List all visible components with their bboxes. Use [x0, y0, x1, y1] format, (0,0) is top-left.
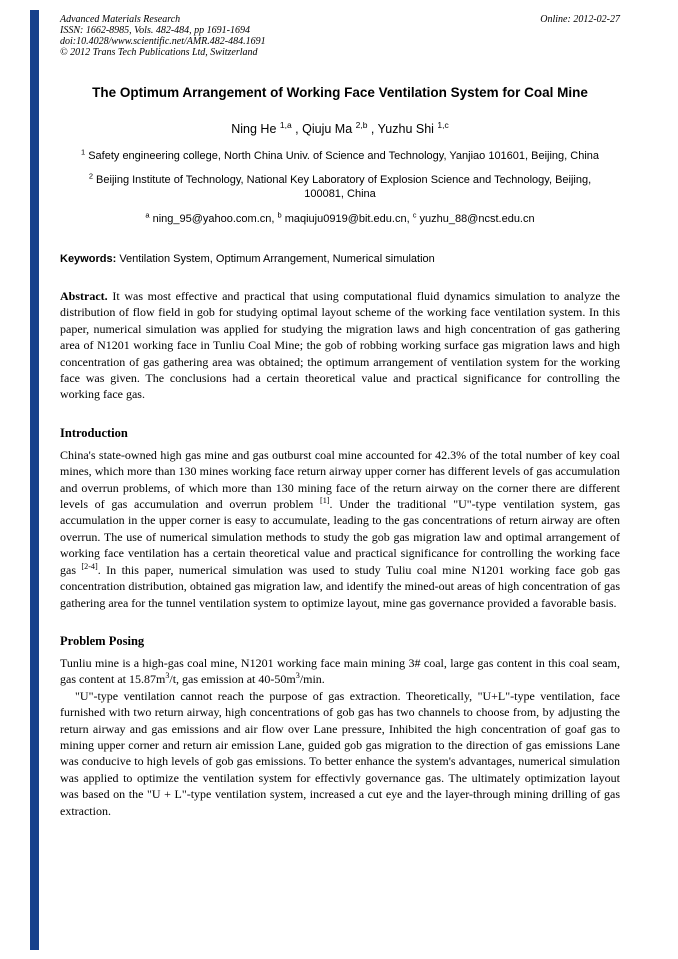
journal-name: Advanced Materials Research: [60, 14, 181, 25]
doi-line: doi:10.4028/www.scientific.net/AMR.482-484.1691: [60, 36, 266, 47]
section-heading-introduction: Introduction: [60, 425, 128, 440]
abstract-text: It was most effective and practical that using computational fluid dynamics simulation to analyze the distribution of flow field in gob for studying optimal layout scheme of the working face ventilation system. In this paper, numerical simulation was applied for studying the migration laws and high concentration of gas gathering area of N1201 working face in Tunliu Coal Mine; the gob of robbing working surface gas migration laws and high concentration of gas gathering area was obtained; the optimum arrangement of ventilation system for the working face was given. The conclusions had a certain theoretical value and practical significance for controlling the working face gas.: [60, 289, 620, 402]
journal-header: [60, 14, 620, 58]
problem-paragraph-2: "U"-type ventilation cannot reach the purpose of gas extraction. Theoretically, "U+L"-type ventilation, face furnished with two return airway, high concentrations of gob gas has two channels to choose from, by adjusting the return airway and gas emissions and air flow over Lane pressure, Inhibited the high concentration of goaf gas to mining upper corner and return air emission Lane, guided gob gas migration to the direction of gas emissions Lane was conducive to high levels of gob gas emissions. To better enhance the system's advantages, numerical simulation was applied to optimize the ventilation system for effectivly governance gas. The ultimately optimization layout was based on the "U + L"-type ventilation system, increased a cut eye and the layer-through mining drilling of gas extraction.: [60, 688, 620, 818]
affiliation-2: $^2$ Beijing Institute of Technology, National Key Laboratory of Explosion Science and Technology, Beijing, 100081, China: [88, 171, 592, 200]
abstract-paragraph: [60, 288, 620, 403]
introduction-paragraph: China's state-owned high gas mine and gas outburst coal mine accounted for 42.3% of the total number of key coal mines, which more than 130 mines working face return airway upper corner has different levels of gas accumulation and overrun problems, of which more than 130 mining face of the return airway on the corner there are different levels of gas accumulation and overrun problem [1]. Under the traditional "U"-type ventilation system, gas accumulation in the upper corner is easy to accumulate, leading to the gas concentrations of return airway are often overrun. The use of numerical simulation methods to study the gob gas migration law and optimal arrangement of working face ventilation has a certain theoretical value and practical significance for controlling the working face gas [2-4]. In this paper, numerical simulation was used to study Tuliu coal mine N1201 working face gob gas concentration distribution, obtained gas migration law, and identify the mined-out areas of high concentration of gas gathering area for the tunnel ventilation system to optimize layout, mine gas governance provided a favorable basis.: [60, 447, 620, 610]
paper-title: The Optimum Arrangement of Working Face Ventilation System for Coal Mine: [92, 85, 588, 100]
keywords-label: Keywords:: [60, 253, 117, 265]
section-introduction: [60, 426, 620, 611]
section-heading-problem-posing: Problem Posing: [60, 633, 145, 648]
problem-paragraph-1: Tunliu mine is a high-gas coal mine, N1201 working face main mining 3# coal, large gas content in this coal seam, gas content at $15.87m^3/t$, gas emission at $40-50m^3/\min$.: [60, 655, 620, 687]
keywords-line: [60, 253, 620, 265]
authors-line: Ning He $^{1,a}$ , Qiuju Ma $^{2,b}$ , Yuzhu Shi $^{1,c}$: [231, 119, 449, 136]
copyright-line: © 2012 Trans Tech Publications Ltd, Switzerland: [60, 47, 258, 58]
affiliation-1: $^1$ Safety engineering college, North China Univ. of Science and Technology, Yanjiao 101601, Beijing, China: [80, 147, 600, 162]
paper-page: [60, 14, 620, 819]
emails-line: $^a$ ning_95@yahoo.com.cn, $^b$ maqiuju0919@bit.edu.cn, $^c$ yuzhu_88@ncst.edu.cn: [145, 210, 535, 225]
online-date: Online: 2012-02-27: [540, 14, 620, 25]
left-accent-bar: [30, 10, 39, 950]
keywords-text: Ventilation System, Optimum Arrangement, Numerical simulation: [119, 253, 435, 265]
issn-line: ISSN: 1662-8985, Vols. 482-484, pp 1691-1694: [60, 25, 250, 36]
abstract-label: Abstract.: [60, 289, 108, 303]
section-problem-posing: [60, 634, 620, 819]
